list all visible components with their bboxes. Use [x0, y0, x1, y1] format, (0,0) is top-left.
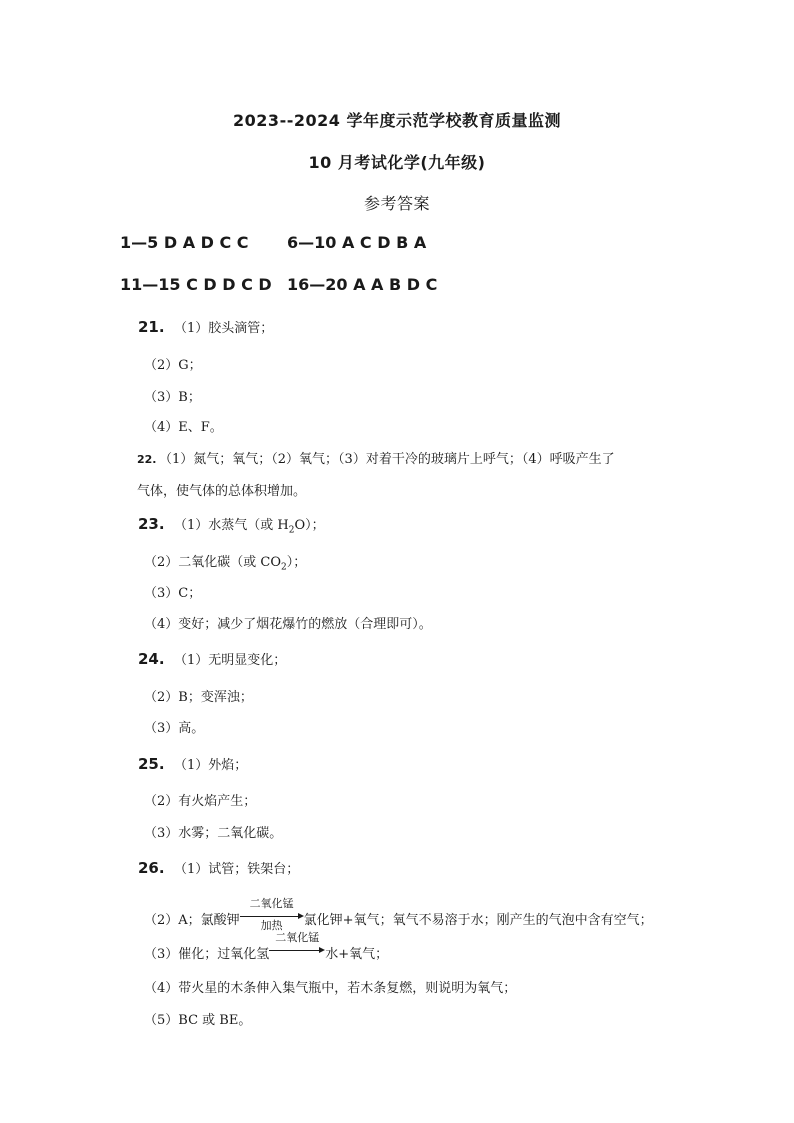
q26-line-4: （4）带火星的木条伸入集气瓶中，若木条复燃，则说明为氧气； [144, 981, 517, 996]
q22-line-1: 22. （1）氮气；氧气；（2）氧气；（3）对着干冷的玻璃片上呼气；（4）呼吸产生了 [137, 452, 615, 467]
doc-heading-answers: 参考答案 [363, 194, 430, 213]
q21-line-3: （3）B； [144, 390, 201, 405]
question-number: 22. [137, 453, 157, 466]
q21-line-1: 21. （1）胶头滴管； [138, 318, 274, 336]
q26-line-5: （5）BC 或 BE。 [144, 1013, 252, 1028]
reaction-arrow: 二氧化锰 加热 [240, 910, 304, 924]
question-number: 21. [138, 318, 165, 336]
q24-line-1: 24. （1）无明显变化； [138, 650, 287, 668]
reaction-arrow: 二氧化锰 [269, 944, 325, 958]
q24-line-2: （2）B；变浑浊； [144, 690, 253, 705]
q23-line-3: （3）C； [144, 586, 202, 601]
question-number: 23. [138, 515, 165, 533]
q23-line-1: 23. （1）水蒸气（或 $H_2O$）； [138, 515, 325, 536]
q21-line-4: （4）E、F。 [144, 420, 223, 435]
q23-line-4: （4）变好；减少了烟花爆竹的燃放（合理即可）。 [144, 617, 432, 632]
q25-line-1: 25. （1）外焰； [138, 755, 248, 773]
q22-line-2: 气体，使气体的总体积增加。 [137, 484, 307, 499]
question-number: 24. [138, 650, 165, 668]
mc-answers-1-5: 1—5 D A D C C [120, 233, 249, 252]
question-number: 26. [138, 859, 165, 877]
mc-row-2 [120, 275, 438, 294]
mc-row-1 [120, 233, 427, 252]
q26-line-2: （2）A；氯酸钾 二氧化锰 加热 氯化钾+氧气；氧气不易溶于水；刚产生的气泡中含有空气； [144, 897, 653, 932]
q26-line-1: 26. （1）试管；铁架台； [138, 859, 300, 877]
q26-line-3: （3）催化；过氧化氢 二氧化锰 水+氧气； [144, 931, 389, 962]
mc-answers-16-20: 16—20 A A B D C [287, 275, 438, 294]
q21-line-2: （2）G； [144, 358, 202, 373]
doc-title: 2023--2024 学年度示范学校教育质量监测 [233, 111, 561, 130]
q25-line-3: （3）水雾；二氧化碳。 [144, 826, 283, 841]
doc-subtitle: 10 月考试化学(九年级) [308, 153, 486, 172]
q23-line-2: （2）二氧化碳（或 $CO_2$）； [144, 555, 307, 573]
mc-answers-11-15: 11—15 C D D C D [120, 275, 272, 294]
mc-answers-6-10: 6—10 A C D B A [287, 233, 427, 252]
question-number: 25. [138, 755, 165, 773]
q25-line-2: （2）有火焰产生； [144, 794, 257, 809]
q24-line-3: （3）高。 [144, 721, 205, 736]
